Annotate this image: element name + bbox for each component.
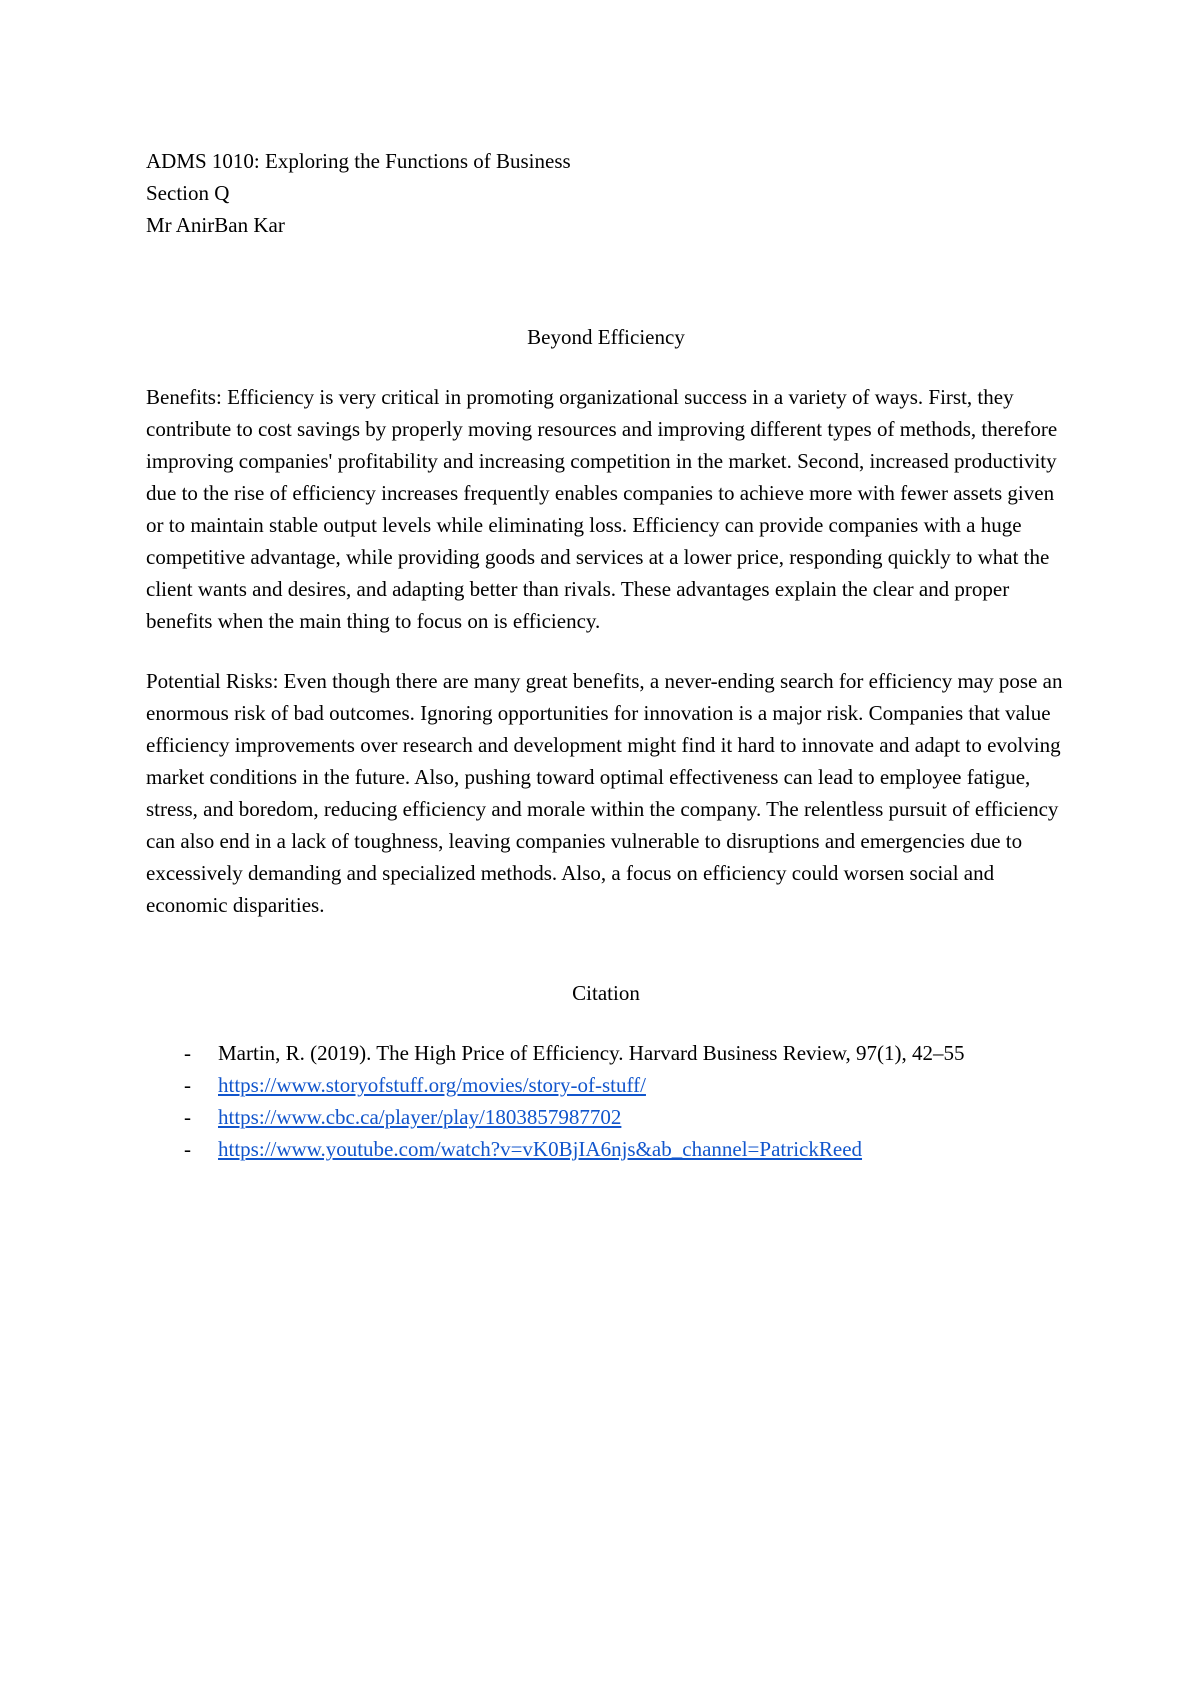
- list-dash: -: [184, 1105, 191, 1129]
- citation-text: Martin, R. (2019). The High Price of Efficiency. Harvard Business Review, 97(1), 42–55: [218, 1041, 965, 1065]
- citation-link-youtube[interactable]: https://www.youtube.com/watch?v=vK0BjIA6njs&ab_channel=PatrickReed: [218, 1137, 863, 1161]
- citation-item: [146, 1037, 1066, 1069]
- citation-item: [146, 1069, 1066, 1101]
- instructor-name: Mr AnirBan Kar: [146, 213, 285, 237]
- spacer: [146, 637, 1066, 665]
- spacer: [146, 241, 1066, 321]
- citation-item: [146, 1133, 1066, 1165]
- citation-heading: Citation: [572, 981, 640, 1005]
- section-label: Section Q: [146, 181, 230, 205]
- document-title: Beyond Efficiency: [527, 325, 685, 349]
- list-dash: -: [184, 1041, 191, 1065]
- citation-link-story-of-stuff[interactable]: https://www.storyofstuff.org/movies/story-of-stuff/: [218, 1073, 646, 1097]
- spacer: [146, 1009, 1066, 1037]
- benefits-paragraph: Benefits: Efficiency is very critical in promoting organizational success in a variety of ways. First, they contribute to cost savings by properly moving resources and improving different types of methods, therefore improving companies' profitability and increasing competition in the market. Second, increased productivity due to the rise of efficiency increases frequently enables companies to achieve more with fewer assets given or to maintain stable output levels while eliminating loss. Efficiency can provide companies with a huge competitive advantage, while providing goods and services at a lower price, responding quickly to what the client wants and desires, and adapting better than rivals. These advantages explain the clear and proper benefits when the main thing to focus on is efficiency.: [146, 385, 1058, 633]
- list-dash: -: [184, 1073, 191, 1097]
- citation-list: [146, 1037, 1066, 1165]
- risks-paragraph: Potential Risks: Even though there are many great benefits, a never-ending search for efficiency may pose an enormous risk of bad outcomes. Ignoring opportunities for innovation is a major risk. Companies that value efficiency improvements over research and development might find it hard to innovate and adapt to evolving market conditions in the future. Also, pushing toward optimal effectiveness can lead to employee fatigue, stress, and boredom, reducing efficiency and morale within the company. The relentless pursuit of efficiency can also end in a lack of toughness, leaving companies vulnerable to disruptions and emergencies due to excessively demanding and specialized methods. Also, a focus on efficiency could worsen social and economic disparities.: [146, 669, 1063, 917]
- spacer: [146, 353, 1066, 381]
- citation-link-cbc[interactable]: https://www.cbc.ca/player/play/1803857987702: [218, 1105, 622, 1129]
- citation-item: [146, 1101, 1066, 1133]
- course-title: ADMS 1010: Exploring the Functions of Business: [146, 149, 571, 173]
- list-dash: -: [184, 1137, 191, 1161]
- document-page: [146, 145, 1066, 1165]
- spacer: [146, 921, 1066, 977]
